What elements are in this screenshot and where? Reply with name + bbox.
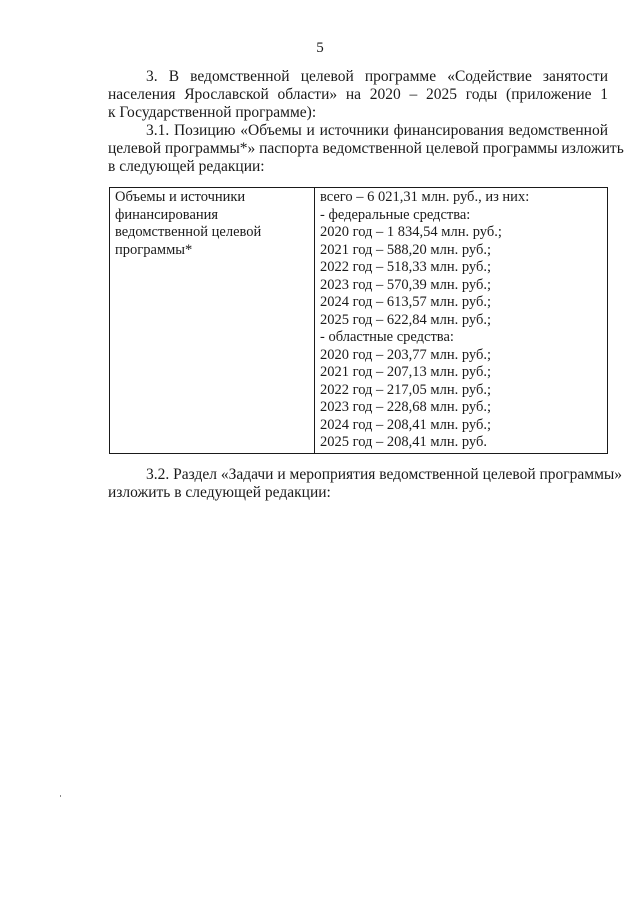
value-line: 2023 год – 570,39 млн. руб.; [320, 276, 491, 293]
paragraph-3-2 [108, 466, 623, 502]
value-line: 2023 год – 228,68 млн. руб.; [320, 399, 491, 415]
paragraph-3-1 [108, 122, 624, 176]
value-line: 2020 год – 203,77 млн. руб.; [320, 346, 491, 363]
label-line: Объемы и источники [115, 189, 246, 205]
funding-table [109, 187, 608, 454]
scan-speck [60, 795, 61, 797]
paragraph-line: в следующей редакции: [108, 158, 265, 175]
value-line: 2020 год – 1 834,54 млн. руб.; [320, 224, 502, 240]
value-line: - областные средства: [320, 329, 454, 345]
value-line: всего – 6 021,31 млн. руб., из них: [320, 189, 530, 205]
label-line: ведомственной целевой [115, 224, 262, 240]
value-line: 2021 год – 588,20 млн. руб.; [320, 241, 491, 258]
label-line: программы* [115, 241, 193, 258]
paragraph-line: 3. В ведомственной целевой программе «Содействие занятости [146, 68, 608, 85]
paragraph-line: 3.1. Позицию «Объемы и источники финансирования ведомственной [146, 122, 608, 139]
funding-label-cell [110, 188, 315, 454]
paragraph-3 [108, 68, 608, 122]
paragraph-line: населения Ярославской области» на 2020 – 2025 годы (приложение 1 [108, 86, 608, 103]
value-line: - федеральные средства: [320, 206, 471, 223]
paragraph-line: к Государственной программе): [108, 104, 317, 121]
table-row [110, 188, 608, 454]
value-line: 2025 год – 622,84 млн. руб.; [320, 311, 491, 328]
funding-value-cell [315, 188, 608, 454]
value-line: 2022 год – 518,33 млн. руб.; [320, 259, 491, 275]
label-line: финансирования [115, 206, 219, 223]
paragraph-line: 3.2. Раздел «Задачи и мероприятия ведомственной целевой программы» [146, 466, 623, 483]
paragraph-line: изложить в следующей редакции: [108, 484, 331, 501]
value-line: 2022 год – 217,05 млн. руб.; [320, 381, 491, 398]
page-number: 5 [316, 40, 324, 56]
paragraph-line: целевой программы*» паспорта ведомственной целевой программы изложить [108, 140, 624, 157]
value-line: 2024 год – 613,57 млн. руб.; [320, 294, 491, 310]
value-line: 2024 год – 208,41 млн. руб.; [320, 416, 491, 433]
value-line: 2025 год – 208,41 млн. руб. [320, 434, 487, 450]
value-line: 2021 год – 207,13 млн. руб.; [320, 364, 491, 380]
